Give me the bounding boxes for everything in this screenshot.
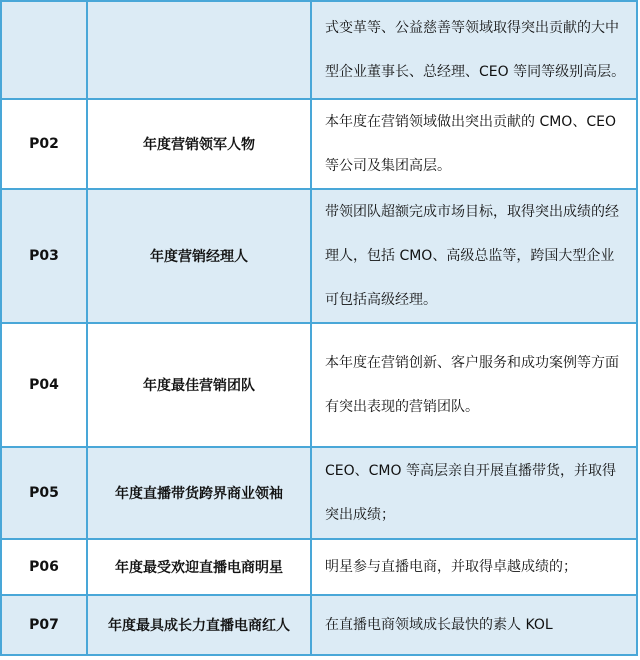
award-name: 年度最具成长力直播电商红人	[87, 595, 311, 655]
description-line: 明星参与直播电商，并取得卓越成绩的；	[325, 559, 577, 575]
award-description	[311, 189, 637, 323]
table-row	[1, 323, 637, 447]
description-line: 型企业董事长、总经理、CEO 等同等级别高层。	[325, 64, 626, 80]
award-code	[1, 1, 87, 99]
award-description	[311, 595, 637, 655]
table-row	[1, 539, 637, 595]
table-row	[1, 1, 637, 99]
description-line: 本年度在营销领域做出突出贡献的 CMO、CEO	[325, 114, 616, 130]
award-code: P07	[1, 595, 87, 655]
award-description	[311, 1, 637, 99]
award-name: 年度最受欢迎直播电商明星	[87, 539, 311, 595]
award-name: 年度最佳营销团队	[87, 323, 311, 447]
description-line: 式变革等、公益慈善等领域取得突出贡献的大中	[325, 20, 619, 36]
award-code: P05	[1, 447, 87, 539]
award-code: P04	[1, 323, 87, 447]
description-line: 有突出表现的营销团队。	[325, 399, 479, 415]
award-description	[311, 99, 637, 189]
award-name: 年度直播带货跨界商业领袖	[87, 447, 311, 539]
award-description	[311, 447, 637, 539]
table-row	[1, 189, 637, 323]
award-name: 年度营销经理人	[87, 189, 311, 323]
table-row	[1, 595, 637, 655]
description-line: 突出成绩；	[325, 507, 395, 523]
table-body	[1, 1, 637, 655]
table-row	[1, 99, 637, 189]
description-line: 理人，包括 CMO、高级总监等，跨国大型企业	[325, 248, 615, 264]
award-name: 年度营销领军人物	[87, 99, 311, 189]
award-code: P02	[1, 99, 87, 189]
description-line: 本年度在营销创新、客户服务和成功案例等方面	[325, 355, 619, 371]
description-line: 等公司及集团高层。	[325, 158, 451, 174]
description-line: CEO、CMO 等高层亲自开展直播带货，并取得	[325, 463, 616, 479]
award-code: P06	[1, 539, 87, 595]
award-code: P03	[1, 189, 87, 323]
award-description	[311, 323, 637, 447]
award-description	[311, 539, 637, 595]
description-line: 带领团队超额完成市场目标，取得突出成绩的经	[325, 204, 619, 220]
description-line: 可包括高级经理。	[325, 292, 437, 308]
description-line: 在直播电商领域成长最快的素人 KOL	[325, 617, 553, 633]
table-row	[1, 447, 637, 539]
award-name	[87, 1, 311, 99]
